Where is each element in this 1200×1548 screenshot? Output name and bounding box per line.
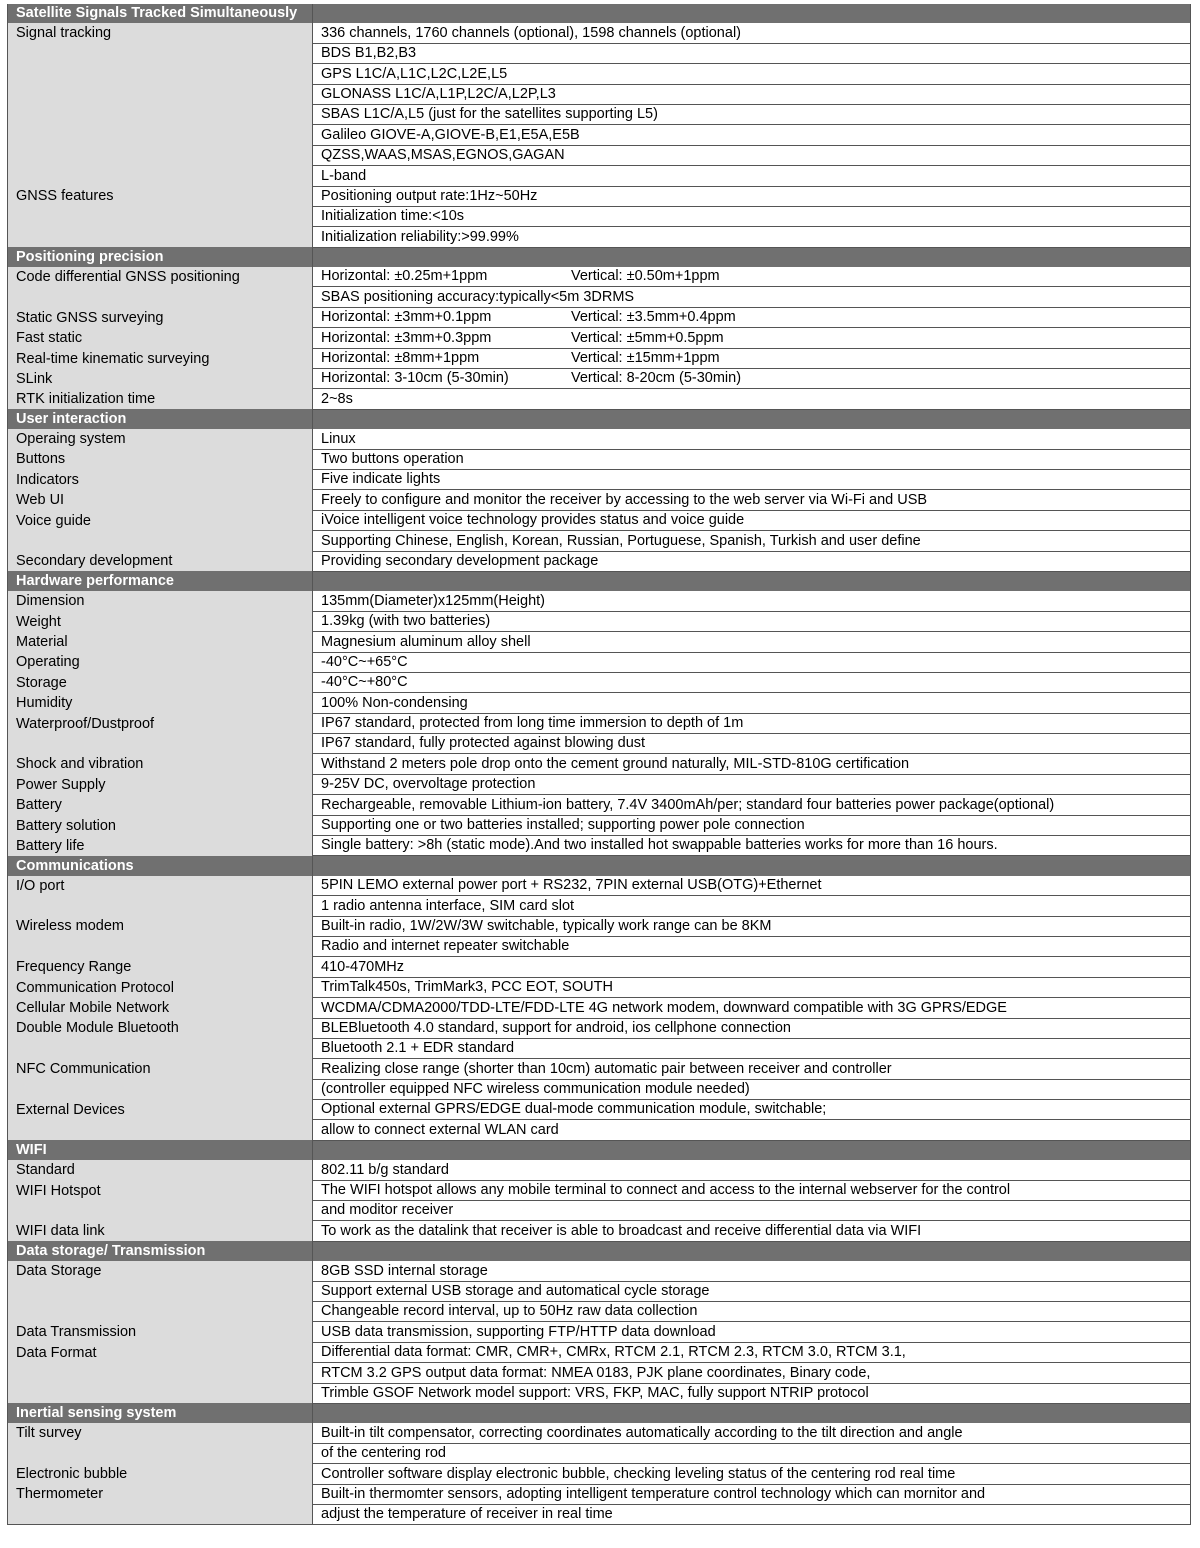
spec-row — [8, 713, 1191, 733]
spec-value-cell — [313, 876, 1191, 896]
spec-row — [8, 23, 1191, 43]
spec-value-cell — [313, 1221, 1191, 1241]
spec-value: Rechargeable, removable Lithium-ion battery, 7.4V 3400mAh/per; standard four batteries power package(optional) — [321, 796, 1055, 813]
spec-label: Double Module Bluetooth — [8, 1018, 313, 1038]
spec-row — [8, 876, 1191, 896]
spec-label — [8, 145, 313, 165]
spec-label: Thermometer — [8, 1484, 313, 1504]
spec-value-cell — [313, 104, 1191, 124]
spec-row — [8, 166, 1191, 186]
spec-row — [8, 551, 1191, 571]
spec-row — [8, 64, 1191, 84]
spec-label — [8, 227, 313, 247]
spec-row — [8, 754, 1191, 774]
spec-label — [8, 1079, 313, 1099]
spec-row — [8, 429, 1191, 449]
spec-label: NFC Communication — [8, 1059, 313, 1079]
spec-value: Magnesium aluminum alloy shell — [321, 633, 531, 650]
spec-value: Horizontal: ±3mm+0.1ppm — [321, 309, 492, 326]
spec-value: -40°C~+65°C — [321, 653, 408, 670]
spec-value: Controller software display electronic bubble, checking leveling status of the centering rod real time — [321, 1465, 956, 1482]
spec-row — [8, 206, 1191, 226]
spec-value: of the centering rod — [321, 1445, 446, 1462]
spec-value: -40°C~+80°C — [321, 674, 408, 691]
spec-value-cell — [313, 267, 1191, 287]
spec-row — [8, 1504, 1191, 1524]
section-header-fill — [313, 4, 1191, 23]
spec-label — [8, 896, 313, 916]
spec-value-cell — [313, 1180, 1191, 1200]
spec-label: Waterproof/Dustproof — [8, 713, 313, 733]
spec-label: Operaing system — [8, 429, 313, 449]
spec-value: Realizing close range (shorter than 10cm) automatic pair between receiver and controller — [321, 1060, 892, 1077]
spec-row — [8, 1464, 1191, 1484]
spec-value: QZSS,WAAS,MSAS,EGNOS,GAGAN — [321, 147, 565, 164]
spec-label — [8, 64, 313, 84]
spec-label: Electronic bubble — [8, 1464, 313, 1484]
spec-value-cell — [313, 1079, 1191, 1099]
spec-value-cell — [313, 734, 1191, 754]
spec-row — [8, 611, 1191, 631]
section-header — [8, 4, 1191, 23]
spec-row — [8, 1038, 1191, 1058]
section-title: WIFI — [8, 1140, 313, 1160]
spec-label: Power Supply — [8, 774, 313, 794]
section-title: Inertial sensing system — [8, 1403, 313, 1423]
spec-value-cell — [313, 836, 1191, 856]
section-header-fill — [313, 856, 1191, 876]
spec-label: Dimension — [8, 591, 313, 611]
spec-value: Trimble GSOF Network model support: VRS, FKP, MAC, fully support NTRIP protocol — [321, 1384, 869, 1401]
spec-label: Communication Protocol — [8, 977, 313, 997]
spec-value-cell — [313, 531, 1191, 551]
spec-label: Signal tracking — [8, 23, 313, 43]
section-title: Data storage/ Transmission — [8, 1241, 313, 1261]
spec-value: 8GB SSD internal storage — [321, 1262, 488, 1279]
spec-value-cell — [313, 1322, 1191, 1342]
spec-value: Differential data format: CMR, CMR+, CMRx, RTCM 2.1, RTCM 2.3, RTCM 3.0, RTCM 3.1, — [321, 1344, 906, 1361]
spec-value-cell — [313, 774, 1191, 794]
spec-value: Five indicate lights — [321, 471, 441, 488]
spec-value-cell — [313, 551, 1191, 571]
spec-label: Data Format — [8, 1342, 313, 1362]
spec-value-cell — [313, 1423, 1191, 1443]
spec-row — [8, 1322, 1191, 1342]
spec-label — [8, 84, 313, 104]
spec-value-cell — [313, 510, 1191, 530]
spec-label: Weight — [8, 611, 313, 631]
spec-row — [8, 1018, 1191, 1038]
spec-row — [8, 936, 1191, 956]
spec-row — [8, 104, 1191, 124]
spec-value-cell — [313, 328, 1191, 348]
spec-value-cell — [313, 1342, 1191, 1362]
spec-row — [8, 531, 1191, 551]
spec-label: WIFI data link — [8, 1221, 313, 1241]
spec-value: Horizontal: ±8mm+1ppm — [321, 350, 480, 367]
spec-value: RTCM 3.2 GPS output data format: NMEA 0183, PJK plane coordinates, Binary code, — [321, 1364, 871, 1381]
spec-label: Secondary development — [8, 551, 313, 571]
spec-row — [8, 469, 1191, 489]
spec-value: (controller equipped NFC wireless communication module needed) — [321, 1081, 750, 1098]
spec-value-vertical: Vertical: ±15mm+1ppm — [571, 350, 720, 367]
spec-value: Changeable record interval, up to 50Hz raw data collection — [321, 1303, 698, 1320]
spec-value: 410-470MHz — [321, 958, 405, 975]
spec-value: GLONASS L1C/A,L1P,L2C/A,L2P,L3 — [321, 85, 556, 102]
spec-table-body — [8, 4, 1191, 1525]
spec-value: GPS L1C/A,L1C,L2C,L2E,L5 — [321, 65, 508, 82]
spec-row — [8, 672, 1191, 692]
spec-value: Horizontal: 3-10cm (5-30min) — [321, 370, 509, 387]
spec-value: Built-in radio, 1W/2W/3W switchable, typically work range can be 8KM — [321, 917, 772, 934]
spec-value: The WIFI hotspot allows any mobile terminal to connect and access to the internal webserver for the control — [321, 1182, 1011, 1199]
spec-value: To work as the datalink that receiver is able to broadcast and receive differential data via WIFI — [321, 1222, 922, 1239]
spec-row — [8, 307, 1191, 327]
spec-row — [8, 815, 1191, 835]
spec-label: Fast static — [8, 328, 313, 348]
spec-value-cell — [313, 611, 1191, 631]
section-header — [8, 856, 1191, 876]
spec-row — [8, 1180, 1191, 1200]
spec-value-cell — [313, 713, 1191, 733]
spec-value: Positioning output rate:1Hz~50Hz — [321, 187, 538, 204]
spec-label: Web UI — [8, 490, 313, 510]
spec-value-cell — [313, 145, 1191, 165]
spec-value-cell — [313, 227, 1191, 247]
spec-value: Withstand 2 meters pole drop onto the cement ground naturally, MIL-STD-810G certification — [321, 755, 910, 772]
spec-value-cell — [313, 672, 1191, 692]
spec-value: WCDMA/CDMA2000/TDD-LTE/FDD-LTE 4G network modem, downward compatible with 3G GPRS/EDGE — [321, 999, 1007, 1016]
spec-label: Static GNSS surveying — [8, 307, 313, 327]
spec-value: Supporting Chinese, English, Korean, Russian, Portuguese, Spanish, Turkish and user define — [321, 532, 921, 549]
spec-value: Freely to configure and monitor the receiver by accessing to the web server via Wi-Fi and USB — [321, 491, 928, 508]
spec-value: 5PIN LEMO external power port + RS232, 7PIN external USB(OTG)+Ethernet — [321, 877, 822, 894]
spec-label: Wireless modem — [8, 916, 313, 936]
spec-value: Bluetooth 2.1 + EDR standard — [321, 1040, 515, 1057]
spec-value-cell — [313, 23, 1191, 43]
spec-row — [8, 1221, 1191, 1241]
spec-row — [8, 1383, 1191, 1403]
spec-value-cell — [313, 1464, 1191, 1484]
section-title: Communications — [8, 856, 313, 876]
spec-value-cell — [313, 1201, 1191, 1221]
spec-value-cell — [313, 1363, 1191, 1383]
spec-value-cell — [313, 64, 1191, 84]
spec-value: Providing secondary development package — [321, 552, 599, 569]
section-header-fill — [313, 1241, 1191, 1261]
spec-value: 135mm(Diameter)x125mm(Height) — [321, 592, 545, 609]
spec-value-cell — [313, 896, 1191, 916]
spec-value: TrimTalk450s, TrimMark3, PCC EOT, SOUTH — [321, 979, 613, 996]
spec-value-cell — [313, 1160, 1191, 1180]
spec-value-vertical: Vertical: ±0.50m+1ppm — [571, 268, 720, 285]
spec-row — [8, 227, 1191, 247]
spec-row — [8, 1302, 1191, 1322]
spec-row — [8, 795, 1191, 815]
spec-label: Buttons — [8, 449, 313, 469]
spec-value: adjust the temperature of receiver in real time — [321, 1506, 613, 1523]
spec-value-cell — [313, 1484, 1191, 1504]
spec-row — [8, 510, 1191, 530]
spec-row — [8, 632, 1191, 652]
spec-value: Two buttons operation — [321, 450, 464, 467]
spec-label: Storage — [8, 672, 313, 692]
spec-label — [8, 531, 313, 551]
spec-label: I/O port — [8, 876, 313, 896]
spec-row — [8, 145, 1191, 165]
spec-row — [8, 652, 1191, 672]
spec-row — [8, 389, 1191, 409]
spec-label — [8, 1443, 313, 1463]
spec-label: Tilt survey — [8, 1423, 313, 1443]
section-header — [8, 1140, 1191, 1160]
spec-label: Voice guide — [8, 510, 313, 530]
spec-label: Code differential GNSS positioning — [8, 267, 313, 287]
spec-row — [8, 348, 1191, 368]
spec-table — [7, 4, 1191, 1525]
spec-label: Frequency Range — [8, 957, 313, 977]
spec-value: Supporting one or two batteries installed; supporting power pole connection — [321, 817, 805, 834]
spec-row — [8, 1059, 1191, 1079]
spec-value-cell — [313, 166, 1191, 186]
spec-value-cell — [313, 186, 1191, 206]
spec-value: 100% Non-condensing — [321, 694, 468, 711]
spec-value: 2~8s — [321, 390, 353, 407]
spec-row — [8, 1281, 1191, 1301]
spec-value: L-band — [321, 167, 367, 184]
spec-value-cell — [313, 815, 1191, 835]
section-header-fill — [313, 571, 1191, 591]
spec-value-cell — [313, 652, 1191, 672]
spec-value-cell — [313, 1100, 1191, 1120]
spec-label — [8, 1363, 313, 1383]
spec-value-cell — [313, 307, 1191, 327]
spec-label: Data Transmission — [8, 1322, 313, 1342]
spec-value-cell — [313, 206, 1191, 226]
spec-value-cell — [313, 1261, 1191, 1281]
spec-value-vertical: Vertical: ±5mm+0.5ppm — [571, 329, 724, 346]
spec-value-cell — [313, 998, 1191, 1018]
spec-row — [8, 1201, 1191, 1221]
spec-value: Optional external GPRS/EDGE dual-mode communication module, switchable; — [321, 1101, 827, 1118]
spec-value-cell — [313, 977, 1191, 997]
spec-value: and moditor receiver — [321, 1202, 454, 1219]
spec-row — [8, 287, 1191, 307]
spec-value-cell — [313, 1018, 1191, 1038]
section-header-fill — [313, 1403, 1191, 1423]
spec-row — [8, 998, 1191, 1018]
spec-value: 336 channels, 1760 channels (optional), 1598 channels (optional) — [321, 24, 741, 41]
spec-label: Shock and vibration — [8, 754, 313, 774]
spec-value: Support external USB storage and automatical cycle storage — [321, 1283, 710, 1299]
spec-value: Built-in thermomter sensors, adopting intelligent temperature control technology which can mornitor and — [321, 1485, 986, 1502]
section-header-fill — [313, 409, 1191, 429]
spec-row — [8, 591, 1191, 611]
spec-value-vertical: Vertical: ±3.5mm+0.4ppm — [571, 309, 736, 326]
spec-row — [8, 186, 1191, 206]
spec-label — [8, 43, 313, 63]
section-header — [8, 1241, 1191, 1261]
section-title: Hardware performance — [8, 571, 313, 591]
section-header — [8, 409, 1191, 429]
spec-label — [8, 104, 313, 124]
spec-label: Humidity — [8, 693, 313, 713]
spec-row — [8, 836, 1191, 856]
spec-label — [8, 1038, 313, 1058]
spec-row — [8, 734, 1191, 754]
spec-label: Real-time kinematic surveying — [8, 348, 313, 368]
spec-label — [8, 206, 313, 226]
spec-label — [8, 1281, 313, 1301]
spec-row — [8, 1363, 1191, 1383]
spec-label — [8, 1201, 313, 1221]
spec-label: Cellular Mobile Network — [8, 998, 313, 1018]
spec-label — [8, 125, 313, 145]
spec-row — [8, 1160, 1191, 1180]
section-header — [8, 1403, 1191, 1423]
spec-value: Linux — [321, 430, 356, 447]
spec-value: USB data transmission, supporting FTP/HTTP data download — [321, 1323, 716, 1340]
spec-label: SLink — [8, 369, 313, 389]
spec-row — [8, 125, 1191, 145]
spec-value: Radio and internet repeater switchable — [321, 938, 570, 955]
spec-value-cell — [313, 1383, 1191, 1403]
section-header-fill — [313, 247, 1191, 267]
spec-value-cell — [313, 449, 1191, 469]
spec-label: Battery solution — [8, 815, 313, 835]
spec-value: SBAS L1C/A,L5 (just for the satellites supporting L5) — [321, 106, 658, 123]
spec-label: Battery — [8, 795, 313, 815]
spec-label — [8, 166, 313, 186]
spec-label: GNSS features — [8, 186, 313, 206]
spec-label — [8, 1302, 313, 1322]
spec-value-cell — [313, 632, 1191, 652]
spec-label — [8, 936, 313, 956]
spec-value: Built-in tilt compensator, correcting coordinates automatically according to the tilt direction and angle — [321, 1424, 963, 1441]
spec-value: Galileo GIOVE-A,GIOVE-B,E1,E5A,E5B — [321, 126, 580, 143]
spec-value-cell — [313, 754, 1191, 774]
spec-label: Standard — [8, 1160, 313, 1180]
spec-value-cell — [313, 693, 1191, 713]
section-header-fill — [313, 1140, 1191, 1160]
spec-label: External Devices — [8, 1100, 313, 1120]
section-title: Satellite Signals Tracked Simultaneously — [8, 4, 313, 23]
spec-label: RTK initialization time — [8, 389, 313, 409]
spec-label — [8, 1504, 313, 1524]
spec-value-cell — [313, 125, 1191, 145]
spec-value: Horizontal: ±3mm+0.3ppm — [321, 329, 492, 346]
spec-row — [8, 84, 1191, 104]
spec-value-vertical: Vertical: 8-20cm (5-30min) — [571, 370, 742, 387]
spec-label: WIFI Hotspot — [8, 1180, 313, 1200]
spec-label: Indicators — [8, 469, 313, 489]
spec-value: BLEBluetooth 4.0 standard, support for android, ios cellphone connection — [321, 1019, 791, 1036]
spec-value-cell — [313, 369, 1191, 389]
spec-value-cell — [313, 84, 1191, 104]
spec-row — [8, 1079, 1191, 1099]
spec-row — [8, 1342, 1191, 1362]
spec-row — [8, 774, 1191, 794]
spec-value-cell — [313, 429, 1191, 449]
spec-value-cell — [313, 936, 1191, 956]
spec-value-cell — [313, 1281, 1191, 1301]
spec-value-cell — [313, 348, 1191, 368]
spec-row — [8, 267, 1191, 287]
spec-label: Operating — [8, 652, 313, 672]
spec-value: IP67 standard, fully protected against blowing dust — [321, 735, 646, 752]
spec-row — [8, 1423, 1191, 1443]
spec-value: Initialization reliability:>99.99% — [321, 228, 519, 245]
spec-value: 1.39kg (with two batteries) — [321, 613, 491, 630]
spec-row — [8, 1443, 1191, 1463]
spec-value-cell — [313, 957, 1191, 977]
section-header — [8, 571, 1191, 591]
spec-value: Initialization time:<10s — [321, 208, 465, 225]
spec-value: SBAS positioning accuracy:typically<5m 3DRMS — [321, 288, 635, 305]
spec-value: BDS B1,B2,B3 — [321, 45, 417, 62]
spec-value: Single battery: >8h (static mode).And two installed hot swappable batteries works for more than 16 hours. — [321, 837, 998, 854]
spec-value-cell — [313, 43, 1191, 63]
spec-value-cell — [313, 389, 1191, 409]
spec-row — [8, 1484, 1191, 1504]
spec-label — [8, 287, 313, 307]
spec-value-cell — [313, 287, 1191, 307]
spec-value-cell — [313, 1504, 1191, 1524]
spec-row — [8, 43, 1191, 63]
spec-row — [8, 1120, 1191, 1140]
section-title: Positioning precision — [8, 247, 313, 267]
spec-value-cell — [313, 469, 1191, 489]
spec-value-cell — [313, 1443, 1191, 1463]
spec-value-cell — [313, 1120, 1191, 1140]
spec-row — [8, 490, 1191, 510]
spec-value: allow to connect external WLAN card — [321, 1121, 559, 1138]
spec-row — [8, 1261, 1191, 1281]
spec-value-cell — [313, 1038, 1191, 1058]
spec-row — [8, 1100, 1191, 1120]
spec-label: Material — [8, 632, 313, 652]
spec-value: iVoice intelligent voice technology provides status and voice guide — [321, 512, 745, 529]
spec-value-cell — [313, 591, 1191, 611]
section-header — [8, 247, 1191, 267]
spec-value: 802.11 b/g standard — [321, 1161, 449, 1178]
spec-label — [8, 1120, 313, 1140]
spec-value: Horizontal: ±0.25m+1ppm — [321, 268, 488, 285]
spec-row — [8, 896, 1191, 916]
spec-value: 1 radio antenna interface, SIM card slot — [321, 897, 575, 914]
spec-label — [8, 734, 313, 754]
spec-row — [8, 693, 1191, 713]
spec-row — [8, 957, 1191, 977]
spec-value-cell — [313, 1059, 1191, 1079]
spec-row — [8, 449, 1191, 469]
spec-row — [8, 369, 1191, 389]
spec-row — [8, 977, 1191, 997]
spec-value: IP67 standard, protected from long time immersion to depth of 1m — [321, 715, 744, 732]
spec-value: 9-25V DC, overvoltage protection — [321, 776, 536, 793]
spec-value-cell — [313, 490, 1191, 510]
spec-value-cell — [313, 916, 1191, 936]
spec-label: Data Storage — [8, 1261, 313, 1281]
section-title: User interaction — [8, 409, 313, 429]
spec-row — [8, 916, 1191, 936]
spec-row — [8, 328, 1191, 348]
spec-label: Battery life — [8, 836, 313, 856]
spec-value-cell — [313, 1302, 1191, 1322]
spec-value-cell — [313, 795, 1191, 815]
spec-label — [8, 1383, 313, 1403]
